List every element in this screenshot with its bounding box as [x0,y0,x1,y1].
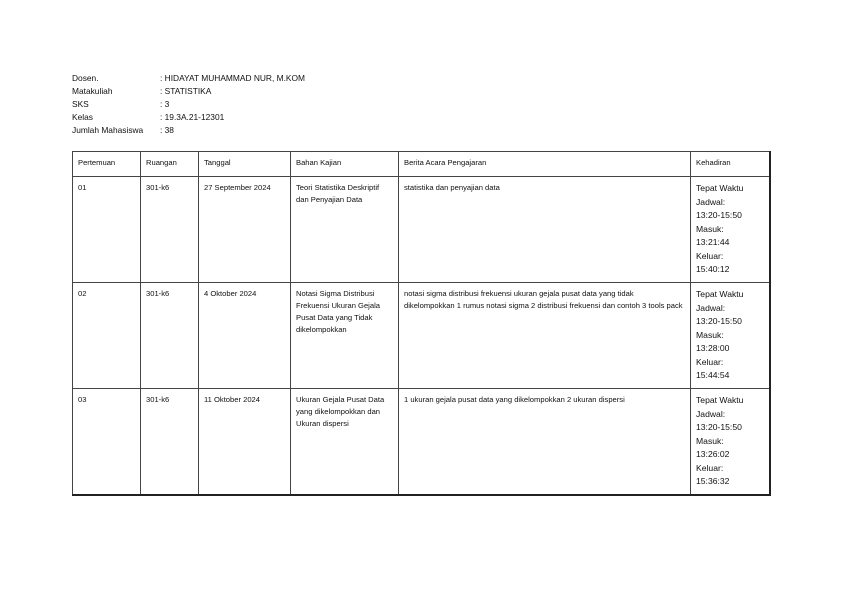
cell-ruangan: 301-k6 [141,177,199,283]
kelas-value: : 19.3A.21-12301 [160,112,225,122]
cell-berita-acara: 1 ukuran gejala pusat data yang dikelompokkan 2 ukuran dispersi [399,389,691,496]
keluar-label: Keluar: [696,462,724,473]
jadwal-value: 13:20-15:50 [696,422,742,432]
cell-berita-acara: statistika dan penyajian data [399,177,691,283]
column-header-pertemuan: Pertemuan [73,152,141,177]
masuk-label: Masuk: [696,223,724,234]
masuk-value: 13:28:00 [696,343,730,353]
cell-pertemuan: 02 [73,283,141,389]
sks-label: SKS [72,99,89,109]
dosen-label: Dosen. [72,73,99,83]
jumlah-mahasiswa-value: : 38 [160,125,174,135]
table-header-row [73,152,770,177]
jumlah-mahasiswa-row [72,124,305,137]
kelas-row [72,111,305,124]
keluar-value: 15:40:12 [696,264,730,274]
keluar-value: 15:36:32 [696,476,730,486]
cell-pertemuan: 01 [73,177,141,283]
kehadiran-status: Tepat Waktu [696,289,744,299]
keluar-label: Keluar: [696,250,724,261]
dosen-value: : HIDAYAT MUHAMMAD NUR, M.KOM [160,73,306,83]
cell-ruangan: 301-k6 [141,389,199,496]
column-header-ruangan: Ruangan [141,152,199,177]
kehadiran-status: Tepat Waktu [696,395,744,405]
column-header-bahan-kajian: Bahan Kajian [291,152,399,177]
course-info [72,72,305,137]
cell-kehadiran [691,283,770,389]
jadwal-label: Jadwal: [696,408,726,419]
cell-berita-acara: notasi sigma distribusi frekuensi ukuran gejala pusat data yang tidak dikelompokkan 1 rumus notasi sigma 2 distribusi frekuensi dan contoh 3 tools pack [399,283,691,389]
keluar-label: Keluar: [696,356,724,367]
dosen-row [72,72,305,85]
jadwal-label: Jadwal: [696,302,726,313]
jadwal-value: 13:20-15:50 [696,316,742,326]
sks-row [72,98,305,111]
column-header-kehadiran: Kehadiran [691,152,770,177]
sks-value: : 3 [160,99,170,109]
matakuliah-row [72,85,305,98]
column-header-berita-acara: Berita Acara Pengajaran [399,152,691,177]
jumlah-mahasiswa-label: Jumlah Mahasiswa [72,125,144,135]
cell-tanggal: 11 Oktober 2024 [199,389,291,496]
cell-bahan-kajian: Teori Statistika Deskriptif dan Penyajian Data [291,177,399,283]
table-row [73,177,770,283]
table-row [73,283,770,389]
jadwal-value: 13:20-15:50 [696,210,742,220]
jadwal-label: Jadwal: [696,196,726,207]
table-row [73,389,770,496]
cell-kehadiran [691,177,770,283]
kehadiran-status: Tepat Waktu [696,183,744,193]
column-header-tanggal: Tanggal [199,152,291,177]
matakuliah-label: Matakuliah [72,86,113,96]
cell-bahan-kajian: Notasi Sigma Distribusi Frekuensi Ukuran Gejala Pusat Data yang Tidak dikelompokkan [291,283,399,389]
attendance-table [72,151,771,496]
kelas-label: Kelas [72,112,93,122]
cell-tanggal: 27 September 2024 [199,177,291,283]
cell-bahan-kajian: Ukuran Gejala Pusat Data yang dikelompokkan dan Ukuran dispersi [291,389,399,496]
masuk-label: Masuk: [696,329,724,340]
masuk-value: 13:21:44 [696,237,730,247]
keluar-value: 15:44:54 [696,370,730,380]
cell-pertemuan: 03 [73,389,141,496]
cell-ruangan: 301-k6 [141,283,199,389]
masuk-value: 13:26:02 [696,449,730,459]
matakuliah-value: : STATISTIKA [160,86,212,96]
masuk-label: Masuk: [696,435,724,446]
cell-kehadiran [691,389,770,496]
cell-tanggal: 4 Oktober 2024 [199,283,291,389]
